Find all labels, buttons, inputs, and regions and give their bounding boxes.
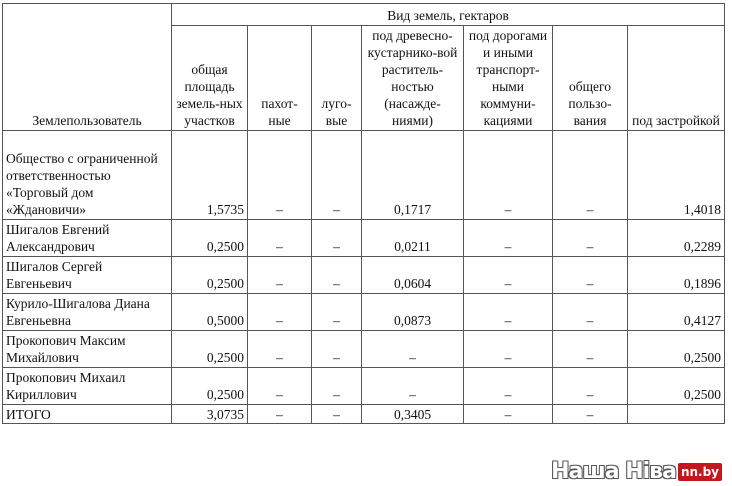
forest-cell: 0,0604 (362, 257, 464, 294)
nasha-niva-watermark (551, 459, 722, 484)
roads-cell: – (464, 331, 553, 368)
col-header-built-up: под застройкой (628, 26, 725, 131)
common-use-cell: – (553, 294, 628, 331)
arable-cell: – (248, 331, 312, 368)
meadow-cell: – (312, 294, 362, 331)
owner-cell: Общество с ограниченной ответственностью «Торговый дом «Ждановичи» (3, 131, 172, 220)
meadow-cell: – (312, 405, 362, 424)
table-row (3, 220, 725, 257)
meadow-cell: – (312, 331, 362, 368)
roads-cell: – (464, 294, 553, 331)
col-header-meadow: луго-вые (312, 26, 362, 131)
owner-cell: Прокопович Максим Михайлович (3, 331, 172, 368)
common-use-cell: – (553, 368, 628, 405)
built-up-cell: 0,4127 (628, 294, 725, 331)
arable-cell: – (248, 294, 312, 331)
meadow-cell: – (312, 131, 362, 220)
col-header-arable: пахот-ные (248, 26, 312, 131)
forest-cell: 0,1717 (362, 131, 464, 220)
arable-cell: – (248, 220, 312, 257)
meadow-cell: – (312, 257, 362, 294)
common-use-cell: – (553, 405, 628, 424)
col-header-roads: под дорогами и иными транспорт-ными коммуни-кациями (464, 26, 553, 131)
total-row (3, 405, 725, 424)
built-up-cell (628, 405, 725, 424)
owner-header: Землепользователь (3, 4, 172, 131)
watermark-logo-text: Наша Ніва (551, 459, 676, 484)
watermark-site-badge: nn.by (678, 463, 722, 481)
common-use-cell: – (553, 131, 628, 220)
common-use-cell: – (553, 220, 628, 257)
built-up-cell: 0,2289 (628, 220, 725, 257)
total-label-cell: ИТОГО (3, 405, 172, 424)
table-row (3, 257, 725, 294)
roads-cell: – (464, 257, 553, 294)
roads-cell: – (464, 368, 553, 405)
arable-cell: – (248, 131, 312, 220)
table-row (3, 131, 725, 220)
forest-cell: – (362, 368, 464, 405)
owner-cell: Курило-Шигалова Диана Евгеньевна (3, 294, 172, 331)
land-use-table (2, 3, 725, 424)
owner-cell: Шигалов Евгений Александрович (3, 220, 172, 257)
total-area-cell: 0,2500 (172, 331, 248, 368)
arable-cell: – (248, 257, 312, 294)
built-up-cell: 0,2500 (628, 368, 725, 405)
col-header-total-area: общая площадь земель-ных участков (172, 26, 248, 131)
table-row (3, 331, 725, 368)
forest-cell: 0,0211 (362, 220, 464, 257)
owner-cell: Шигалов Сергей Евгеньевич (3, 257, 172, 294)
roads-cell: – (464, 131, 553, 220)
forest-cell: – (362, 331, 464, 368)
forest-cell: 0,3405 (362, 405, 464, 424)
meadow-cell: – (312, 368, 362, 405)
total-area-cell: 1,5735 (172, 131, 248, 220)
arable-cell: – (248, 368, 312, 405)
common-use-cell: – (553, 331, 628, 368)
meadow-cell: – (312, 220, 362, 257)
arable-cell: – (248, 405, 312, 424)
total-area-cell: 0,5000 (172, 294, 248, 331)
total-area-cell: 0,2500 (172, 220, 248, 257)
table-row (3, 294, 725, 331)
built-up-cell: 0,2500 (628, 331, 725, 368)
roads-cell: – (464, 220, 553, 257)
col-header-forest: под древесно-кустарнико-вой раститель-ностью (насажде-ниями) (362, 26, 464, 131)
forest-cell: 0,0873 (362, 294, 464, 331)
total-area-cell: 0,2500 (172, 257, 248, 294)
common-use-cell: – (553, 257, 628, 294)
land-type-group-header: Вид земель, гектаров (172, 4, 725, 26)
total-area-cell: 3,0735 (172, 405, 248, 424)
table-row (3, 368, 725, 405)
total-area-cell: 0,2500 (172, 368, 248, 405)
roads-cell: – (464, 405, 553, 424)
built-up-cell: 1,4018 (628, 131, 725, 220)
owner-cell: Прокопович Михаил Кириллович (3, 368, 172, 405)
built-up-cell: 0,1896 (628, 257, 725, 294)
col-header-common-use: общего пользо-вания (553, 26, 628, 131)
